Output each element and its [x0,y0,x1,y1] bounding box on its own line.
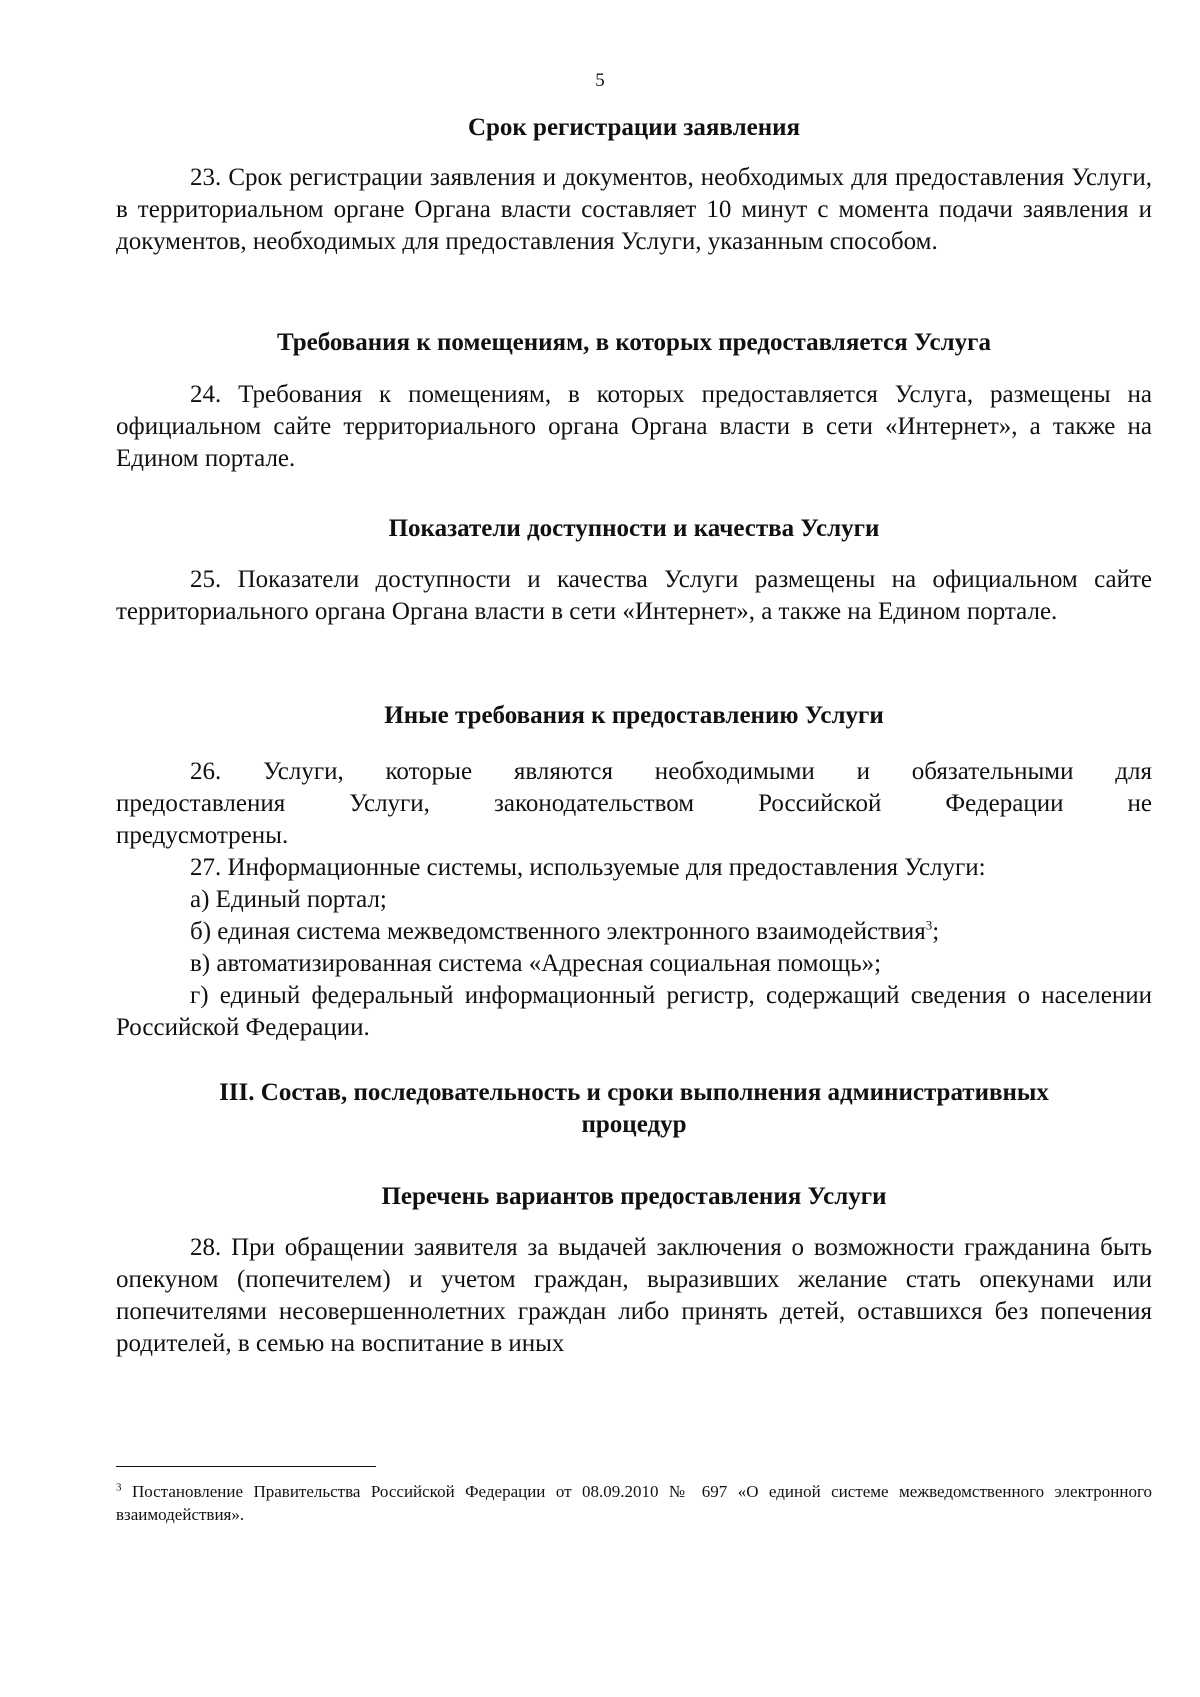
footnote [116,1480,1152,1526]
footnote-text: Постановление Правительства Российской Федерации от 08.09.2010 № 697 «О единой системе межведомственного электронного взаимодействия». [116,1482,1152,1524]
paragraph-26-line-3: предусмотрены. [116,822,289,849]
heading-section-3-line-2: процедур [581,1111,687,1138]
heading-registration-term: Срок регистрации заявления [467,114,801,141]
paragraph-27-item-b [116,916,1152,948]
paragraph-27-item-a: а) Единый портал; [190,886,387,913]
footnote-mark: 3 [116,1481,122,1494]
item-b-end: ; [932,918,940,945]
item-b-text: б) единая система межведомственного электронного взаимодействия [190,918,926,945]
paragraph-24: 24. Требования к помещениям, в которых предоставляется Услуга, размещены на официальном сайте территориального органа Органа власти в сети «Интернет», а также на Едином портале. [116,381,1152,472]
page-number: 5 [595,70,605,91]
heading-premises-requirements: Требования к помещениям, в которых предоставляется Услуга [276,329,992,356]
footnote-separator [116,1466,376,1467]
paragraph-26-line-1: 26. Услуги, которые являются необходимыми и обязательными для [190,758,1152,785]
paragraph-27-item-g: г) единый федеральный информационный регистр, содержащий сведения о населении Российской Федерации. [116,982,1152,1041]
heading-accessibility-indicators: Показатели доступности и качества Услуги [388,515,880,542]
paragraph-27-item-v: в) автоматизированная система «Адресная социальная помощь»; [190,950,882,977]
footnote-reference: 3 [925,917,933,933]
paragraph-26-line-2: предоставления Услуги, законодательством Российской Федерации не [116,790,1152,817]
heading-service-variants: Перечень вариантов предоставления Услуги [381,1183,887,1210]
paragraph-27: 27. Информационные системы, используемые для предоставления Услуги: [190,854,986,881]
heading-other-requirements: Иные требования к предоставлению Услуги [384,702,884,729]
heading-section-3-line-1: III. Состав, последовательность и сроки выполнения административных [219,1079,1049,1106]
paragraph-28: 28. При обращении заявителя за выдачей заключения о возможности гражданина быть опекуном (попечителем) и учетом граждан, выразивших желание стать опекунами или попечителями несовершеннолетних граждан либо принять детей, оставшихся без попечения родителей, в семью на воспитание в иных [116,1234,1152,1357]
paragraph-23: 23. Срок регистрации заявления и документов, необходимых для предоставления Услуги, в территориальном органе Органа власти составляет 10 минут с момента подачи заявления и документов, необходимых для предоставления Услуги, указанным способом. [116,164,1152,255]
paragraph-25: 25. Показатели доступности и качества Услуги размещены на официальном сайте территориального органа Органа власти в сети «Интернет», а также на Едином портале. [116,566,1152,625]
